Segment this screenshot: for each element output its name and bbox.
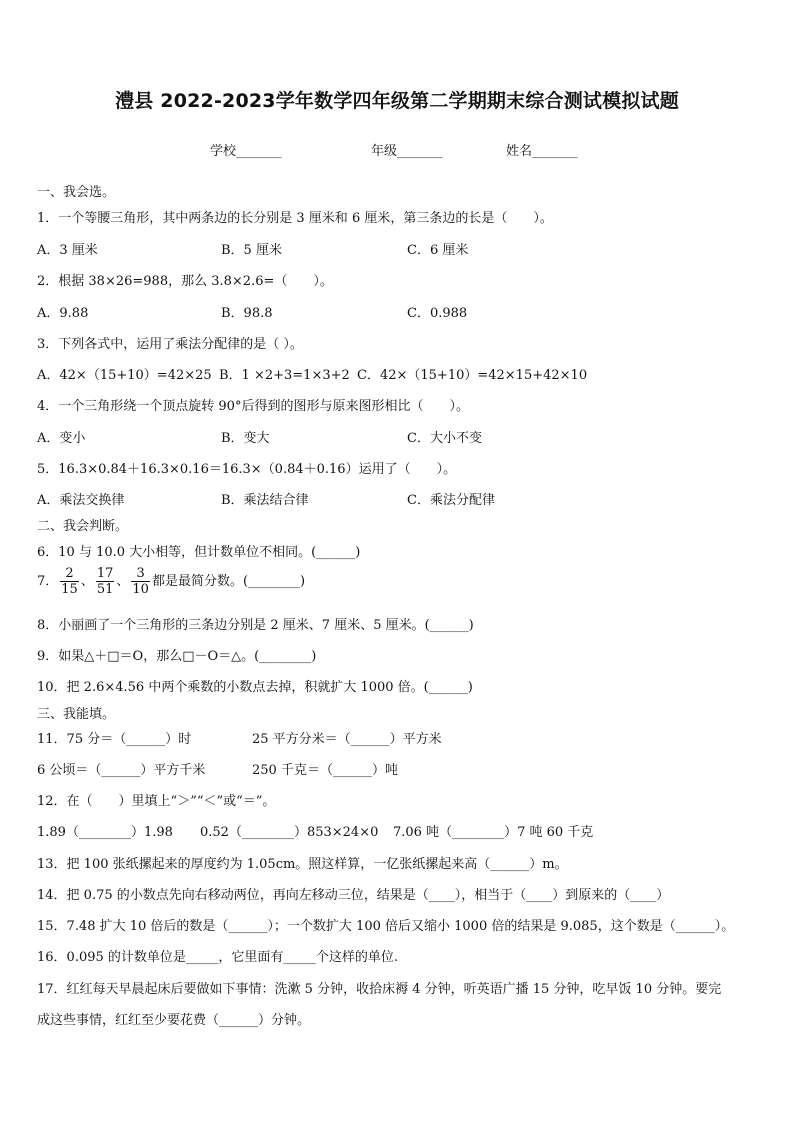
question-1-option-c: C．6 厘米 — [407, 243, 469, 258]
question-12-stem: 12．在（ ）里填上“＞”“＜”或“＝”。 — [37, 794, 276, 809]
fraction-3-10: $\frac{3}{10}$ — [132, 566, 149, 597]
question-6: 6．10 与 10.0 大小相等，但计数单位不相同。(______) — [37, 545, 361, 560]
question-4-option-c: C．大小不变 — [407, 431, 482, 446]
question-5-option-b: B．乘法结合律 — [221, 493, 309, 508]
fraction-2-15: $\frac{2}{15}$ — [61, 566, 78, 597]
fraction-17-51: $\frac{17}{51}$ — [96, 566, 114, 597]
question-12-part-b: 0.52（________）853×24×0 — [200, 825, 379, 840]
question-17-line-2: 成这些事情，红红至少要花费（______）分钟。 — [37, 1013, 311, 1028]
question-2-stem: 2．根据 38×26=988，那么 3.8×2.6=（ ）。 — [37, 274, 333, 289]
section-heading-judge: 二、我会判断。 — [37, 519, 129, 534]
question-11-part-b: 25 平方分米＝（______）平方米 — [252, 732, 442, 747]
question-4-option-a: A．变小 — [37, 431, 86, 446]
question-2-option-c: C．0.988 — [407, 306, 468, 321]
question-11-part-a: 11．75 分＝（______）时 — [37, 732, 192, 747]
question-1-option-b: B．5 厘米 — [221, 243, 282, 258]
question-17-line-1: 17．红红每天早晨起床后要做如下事情：洗漱 5 分钟，收拾床褥 4 分钟，听英语广播 15 分钟，吃早饭 10 分钟。要完 — [37, 982, 722, 997]
question-7-number: 7． — [37, 574, 59, 589]
question-3-option-b: B．1 ×2+3=1×3+2 — [219, 368, 350, 383]
question-1-option-a: A．3 厘米 — [37, 243, 98, 258]
question-7-text: 都是最简分数。(________) — [151, 574, 306, 589]
question-14: 14．把 0.75 的小数点先向右移动两位，再向左移动三位，结果是（____），相当于（____）到原来的（____） — [37, 888, 670, 903]
question-4-option-b: B．变大 — [221, 431, 270, 446]
name-field: 姓名_______ — [506, 144, 578, 159]
question-3-stem: 3．下列各式中，运用了乘法分配律的是（ ）。 — [37, 337, 303, 352]
school-field: 学校_______ — [210, 144, 282, 159]
question-15: 15．7.48 扩大 10 倍后的数是（______）；一个数扩大 100 倍后又缩小 1000 倍的结果是 9.085，这个数是（______）。 — [37, 919, 735, 934]
section-heading-choice: 一、我会选。 — [37, 185, 116, 200]
question-8: 8．小丽画了一个三角形的三条边分别是 2 厘米、7 厘米、5 厘米。(______) — [37, 618, 474, 633]
question-5-stem: 5．16.3×0.84＋16.3×0.16＝16.3×（0.84＋0.16）运用了（ ）。 — [37, 462, 457, 477]
grade-field: 年级_______ — [371, 144, 443, 159]
question-9: 9．如果△＋□＝O，那么□－O＝△。(________) — [37, 649, 317, 664]
question-5-option-a: A．乘法交换律 — [37, 493, 125, 508]
question-3-option-a: A．42×（15+10）=42×25 — [37, 368, 212, 383]
question-13: 13．把 100 张纸摞起来的厚度约为 1.05cm。照这样算，一亿张纸摞起来高（______）m。 — [37, 857, 568, 872]
question-2-option-a: A．9.88 — [37, 306, 89, 321]
question-12-part-c: 7.06 吨（________）7 吨 60 千克 — [393, 825, 594, 840]
question-1-stem: 1．一个等腰三角形，其中两条边的长分别是 3 厘米和 6 厘米，第三条边的长是（ ）。 — [37, 211, 553, 226]
section-heading-fill: 三、我能填。 — [37, 707, 116, 722]
question-11-part-d: 250 千克＝（______）吨 — [252, 763, 398, 778]
question-10: 10．把 2.6×4.56 中两个乘数的小数点去掉，积就扩大 1000 倍。(______) — [37, 680, 473, 695]
page-title: 澧县 2022-2023学年数学四年级第二学期期末综合测试模拟试题 — [115, 90, 679, 112]
question-3-option-c: C．42×（15+10）=42×15+42×10 — [357, 368, 588, 383]
question-16: 16．0.095 的计数单位是_____，它里面有_____个这样的单位. — [37, 950, 399, 965]
question-11-part-c: 6 公顷＝（______）平方千米 — [37, 763, 206, 778]
question-12-part-a: 1.89（________）1.98 — [37, 825, 173, 840]
question-2-option-b: B．98.8 — [221, 306, 273, 321]
question-5-option-c: C．乘法分配律 — [407, 493, 495, 508]
question-4-stem: 4．一个三角形绕一个顶点旋转 90°后得到的图形与原来图形相比（ ）。 — [37, 399, 469, 414]
question-7: 7． $\frac{2}{15}$ 、 $\frac{17}{51}$ 、 $\frac{3}{10}$ 都是最简分数。(________) — [37, 566, 306, 597]
